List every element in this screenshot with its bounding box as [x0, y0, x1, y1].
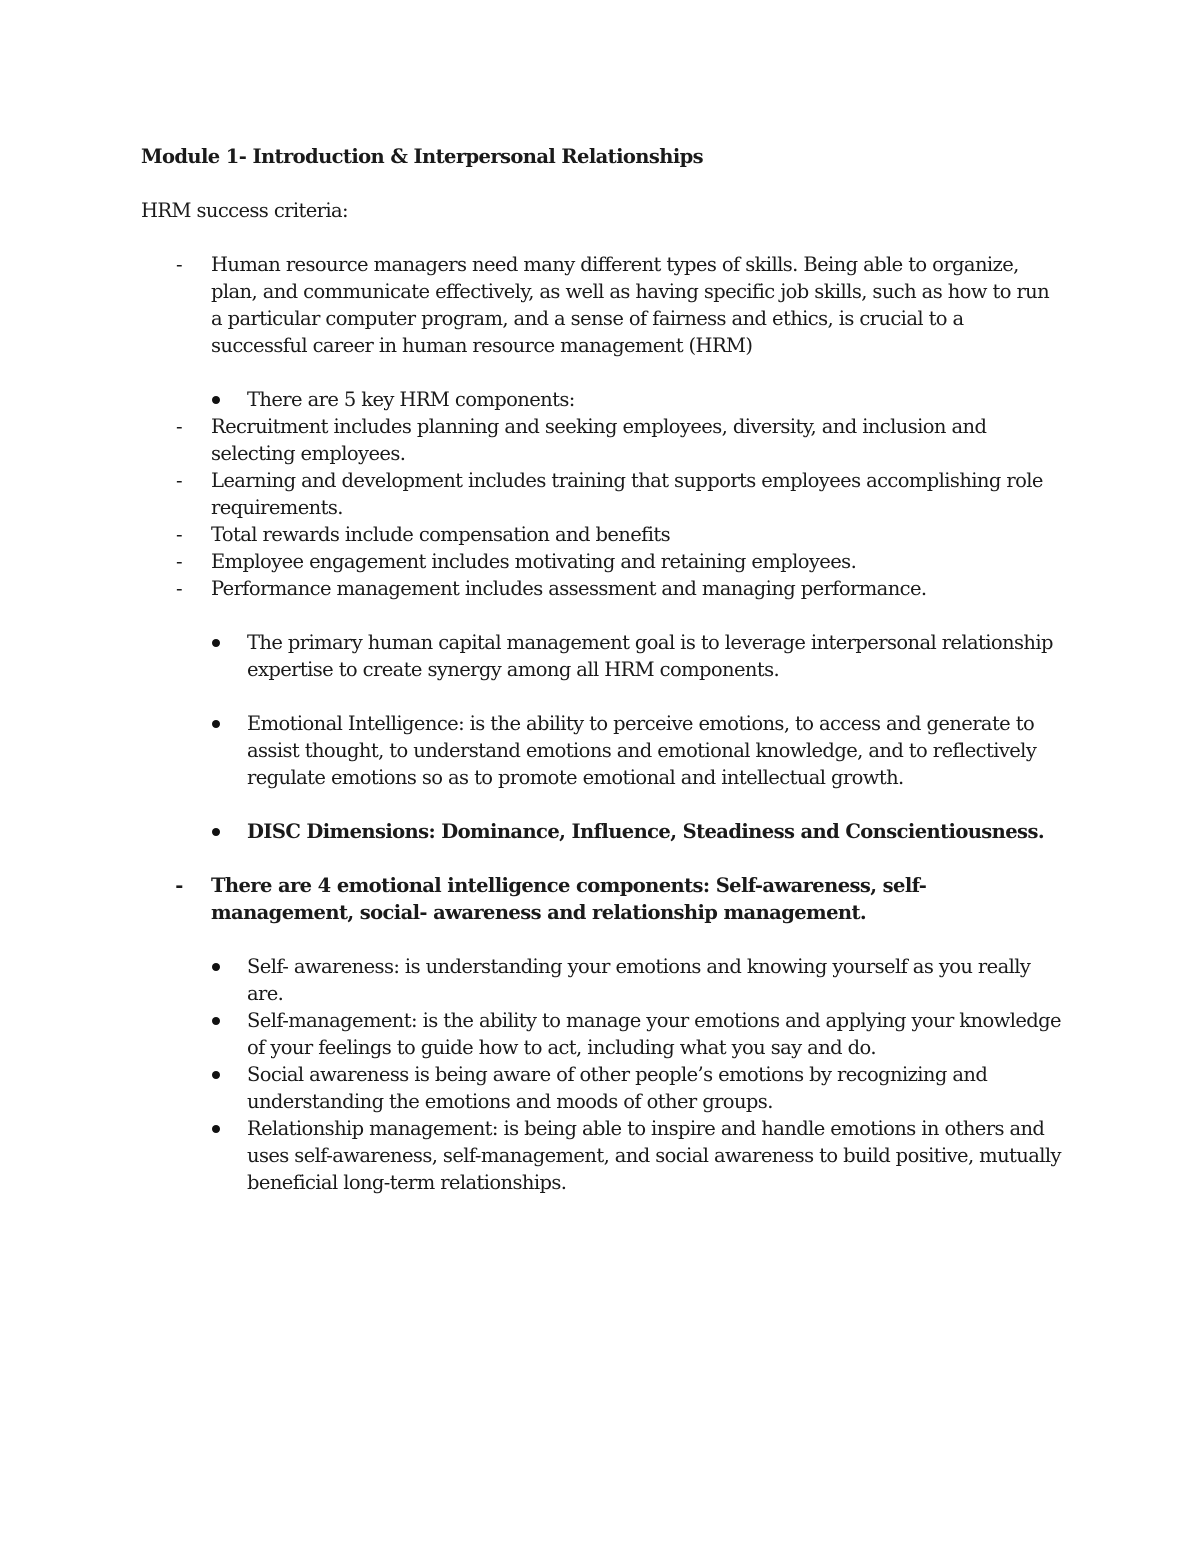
hrm-success-heading: HRM success criteria: — [141, 199, 349, 222]
list-item — [141, 953, 1061, 1007]
list-item — [141, 548, 1061, 575]
component-recruitment: Recruitment includes planning and seeking employees, diversity, and inclusion and selecting employees. — [211, 415, 987, 465]
bullet-marker — [212, 963, 220, 971]
list-item — [141, 386, 1061, 413]
document-title: Module 1- Introduction & Interpersonal Relationships — [141, 145, 704, 168]
components-intro: There are 5 key HRM components: — [247, 388, 575, 411]
dash-marker: - — [175, 874, 183, 897]
component-learning: Learning and development includes training that supports employees accomplishing role requirements. — [211, 469, 1043, 519]
dash-marker: - — [176, 415, 182, 438]
skills-paragraph: Human resource managers need many different types of skills. Being able to organize, plan, and communicate effectively, as well as having specific job skills, such as how to run a particular computer program, and a sense of fairness and ethics, is crucial to a successful career in human resource management (HRM) — [211, 253, 1050, 357]
list-item — [141, 872, 1061, 926]
spacer — [141, 791, 1061, 818]
bullet-marker — [212, 720, 220, 728]
bullet-marker — [212, 396, 220, 404]
ei-self-awareness: Self- awareness: is understanding your emotions and knowing yourself as you really are. — [247, 955, 1031, 1005]
spacer — [141, 845, 1061, 872]
bullet-marker — [212, 1017, 220, 1025]
ei-relationship-management: Relationship management: is being able to inspire and handle emotions in others and uses self-awareness, self-management, and social awareness to build positive, mutually beneficial long-term relationships. — [247, 1117, 1061, 1194]
component-performance: Performance management includes assessment and managing performance. — [211, 577, 927, 600]
list-item — [141, 467, 1061, 521]
list-item — [141, 710, 1061, 791]
ei-social-awareness: Social awareness is being aware of other people’s emotions by recognizing and understanding the emotions and moods of other groups. — [247, 1063, 988, 1113]
list-item — [141, 818, 1061, 845]
bullet-marker — [212, 828, 220, 836]
bullet-marker — [212, 1125, 220, 1133]
spacer — [141, 224, 1061, 251]
dash-marker: - — [176, 550, 182, 573]
list-item — [141, 629, 1061, 683]
component-engagement: Employee engagement includes motivating and retaining employees. — [211, 550, 857, 573]
list-item — [141, 1061, 1061, 1115]
list-item — [141, 251, 1061, 359]
document-content — [141, 143, 1061, 1196]
dash-marker: - — [176, 577, 182, 600]
list-item — [141, 1007, 1061, 1061]
list-item — [141, 413, 1061, 467]
emotional-intelligence-definition: Emotional Intelligence: is the ability to perceive emotions, to access and generate to assist thought, to understand emotions and emotional knowledge, and to reflectively regulate emotions so as to promote emotional and intellectual growth. — [247, 712, 1037, 789]
ei-components-heading: There are 4 emotional intelligence components: Self-awareness, self-management, social- awareness and relationship management. — [211, 874, 927, 924]
primary-goal: The primary human capital management goal is to leverage interpersonal relationship expertise to create synergy among all HRM components. — [247, 631, 1053, 681]
bullet-marker — [212, 1071, 220, 1079]
spacer — [141, 170, 1061, 197]
spacer — [141, 683, 1061, 710]
spacer — [141, 926, 1061, 953]
dash-marker: - — [176, 469, 182, 492]
bullet-marker — [212, 639, 220, 647]
list-item — [141, 521, 1061, 548]
component-total-rewards: Total rewards include compensation and benefits — [211, 523, 671, 546]
spacer — [141, 602, 1061, 629]
spacer — [141, 359, 1061, 386]
dash-marker: - — [176, 253, 182, 276]
disc-dimensions: DISC Dimensions: Dominance, Influence, Steadiness and Conscientiousness. — [247, 820, 1045, 843]
ei-self-management: Self-management: is the ability to manage your emotions and applying your knowledge of your feelings to guide how to act, including what you say and do. — [247, 1009, 1061, 1059]
list-item — [141, 575, 1061, 602]
list-item — [141, 1115, 1061, 1196]
dash-marker: - — [176, 523, 182, 546]
